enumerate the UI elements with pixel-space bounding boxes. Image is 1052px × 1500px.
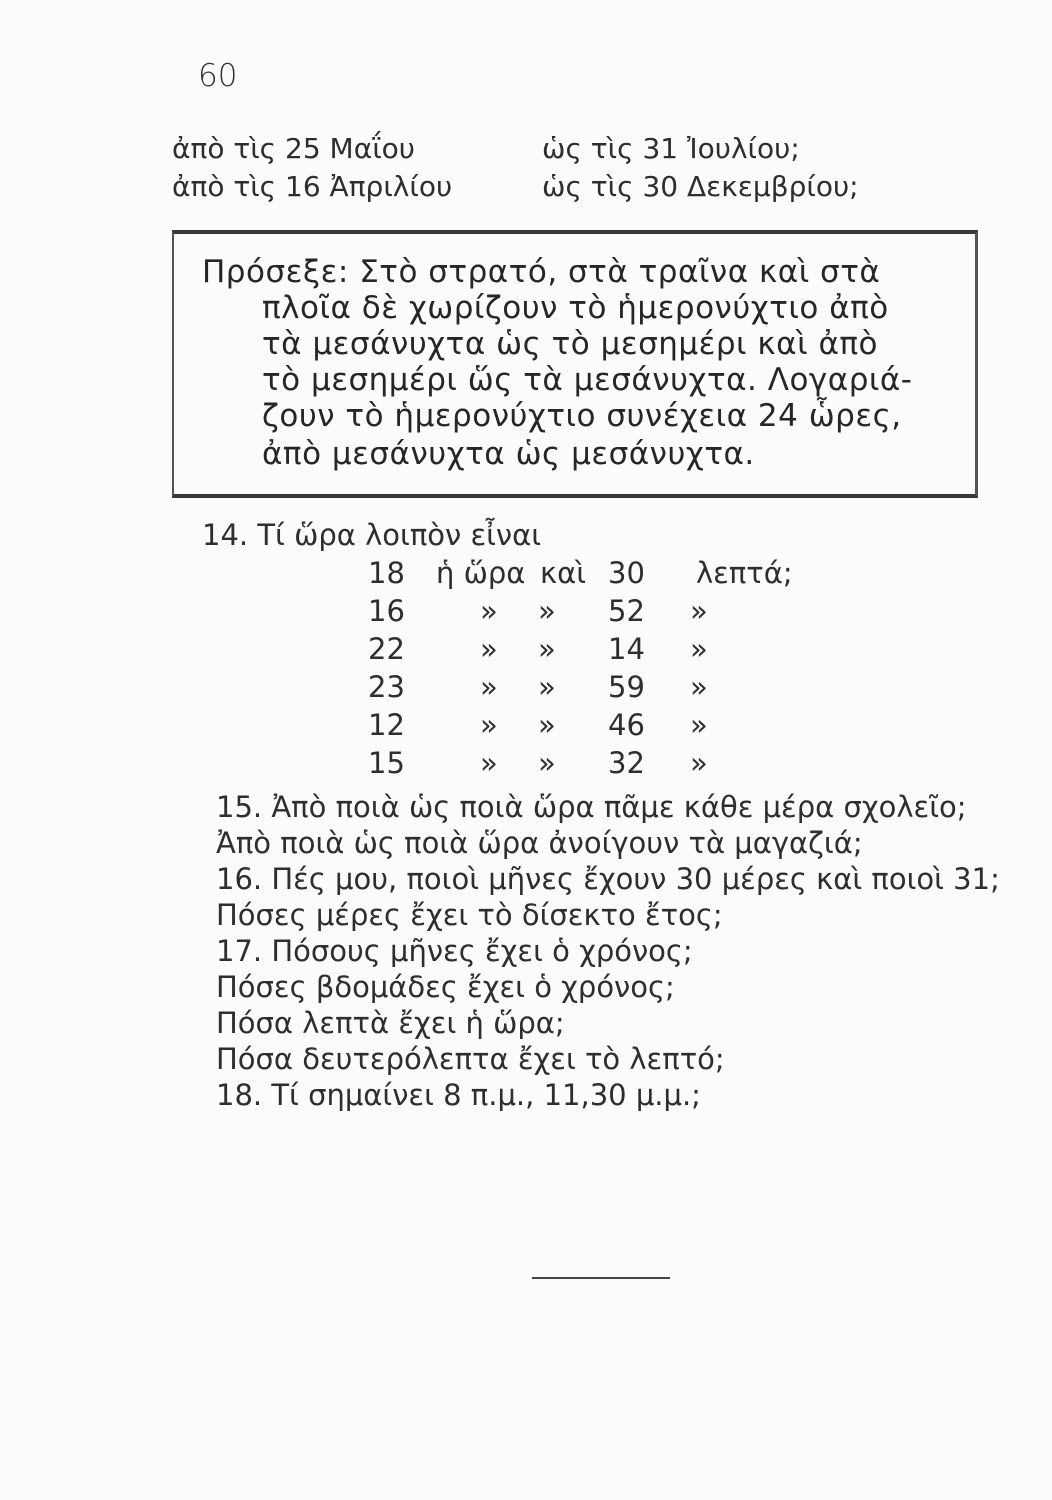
question-15-b: Ἀπὸ ποιὰ ὡς ποιὰ ὥρα ἀνοίγουν τὰ μαγαζιά; xyxy=(216,826,863,860)
ditto-mark: » xyxy=(690,670,708,704)
ditto-mark: » xyxy=(538,708,556,742)
time-hour: 15 xyxy=(368,746,405,780)
time-minutes: 46 xyxy=(608,708,645,742)
time-word: λεπτά; xyxy=(696,556,793,590)
question-17-d: Πόσα δευτερόλεπτα ἔχει τὸ λεπτό; xyxy=(216,1042,725,1076)
question-17: 17. Πόσους μῆνες ἔχει ὁ χρόνος; xyxy=(216,934,693,968)
question-14-title: 14. Τί ὥρα λοιπὸν εἶναι xyxy=(202,518,542,552)
ditto-mark: » xyxy=(690,708,708,742)
question-18: 18. Τί σημαίνει 8 π.μ., 11,30 μ.μ.; xyxy=(216,1078,701,1112)
note-line: πλοῖα δὲ χωρίζουν τὸ ἡμερονύχτιο ἀπὸ xyxy=(262,290,889,326)
time-hour: 22 xyxy=(368,632,405,666)
note-line: ζουν τὸ ἡμερονύχτιο συνέχεια 24 ὧρες, xyxy=(262,398,902,434)
page-number: 60 xyxy=(198,58,238,94)
ditto-mark: » xyxy=(690,746,708,780)
time-word: καὶ xyxy=(540,556,587,590)
section-separator xyxy=(532,1277,670,1279)
note-line: τὰ μεσάνυχτα ὡς τὸ μεσημέρι καὶ ἀπὸ xyxy=(262,326,879,362)
ditto-mark: » xyxy=(690,632,708,666)
ditto-mark: » xyxy=(480,746,498,780)
time-minutes: 14 xyxy=(608,632,645,666)
ditto-mark: » xyxy=(538,746,556,780)
note-line: τὸ μεσημέρι ὥς τὰ μεσάνυχτα. Λογαριά- xyxy=(262,362,913,398)
date-range-from: ἀπὸ τὶς 16 Ἀπριλίου xyxy=(172,170,453,203)
time-hour: 23 xyxy=(368,670,405,704)
time-minutes: 32 xyxy=(608,746,645,780)
ditto-mark: » xyxy=(480,670,498,704)
ditto-mark: » xyxy=(690,594,708,628)
ditto-mark: » xyxy=(538,632,556,666)
question-16-b: Πόσες μέρες ἔχει τὸ δίσεκτο ἔτος; xyxy=(216,898,723,932)
ditto-mark: » xyxy=(480,594,498,628)
time-word: ἡ ὥρα xyxy=(436,556,526,590)
ditto-mark: » xyxy=(538,670,556,704)
note-line: ἀπὸ μεσάνυχτα ὡς μεσάνυχτα. xyxy=(262,436,755,472)
time-minutes: 30 xyxy=(608,556,645,590)
question-17-c: Πόσα λεπτὰ ἔχει ἡ ὥρα; xyxy=(216,1006,565,1040)
date-range-row xyxy=(172,132,800,165)
question-17-b: Πόσες βδομάδες ἔχει ὁ χρόνος; xyxy=(216,970,675,1004)
time-minutes: 52 xyxy=(608,594,645,628)
question-15: 15. Ἀπὸ ποιὰ ὡς ποιὰ ὥρα πᾶμε κάθε μέρα σχολεῖο; xyxy=(216,790,967,824)
ditto-mark: » xyxy=(480,632,498,666)
date-range-from: ἀπὸ τὶς 25 Μαΐου xyxy=(172,132,415,165)
ditto-mark: » xyxy=(538,594,556,628)
time-hour: 12 xyxy=(368,708,405,742)
time-minutes: 59 xyxy=(608,670,645,704)
date-range-to: ὡς τὶς 31 Ἰουλίου; xyxy=(542,132,800,165)
ditto-mark: » xyxy=(480,708,498,742)
time-hour: 16 xyxy=(368,594,405,628)
question-16: 16. Πές μου, ποιοὶ μῆνες ἔχουν 30 μέρες καὶ ποιοὶ 31; xyxy=(216,862,1000,896)
date-range-to: ὡς τὶς 30 Δεκεμβρίου; xyxy=(542,170,859,203)
note-line: Πρόσεξε: Στὸ στρατό, στὰ τραῖνα καὶ στὰ xyxy=(202,254,881,290)
time-hour: 18 xyxy=(368,556,405,590)
date-range-row xyxy=(172,170,859,203)
